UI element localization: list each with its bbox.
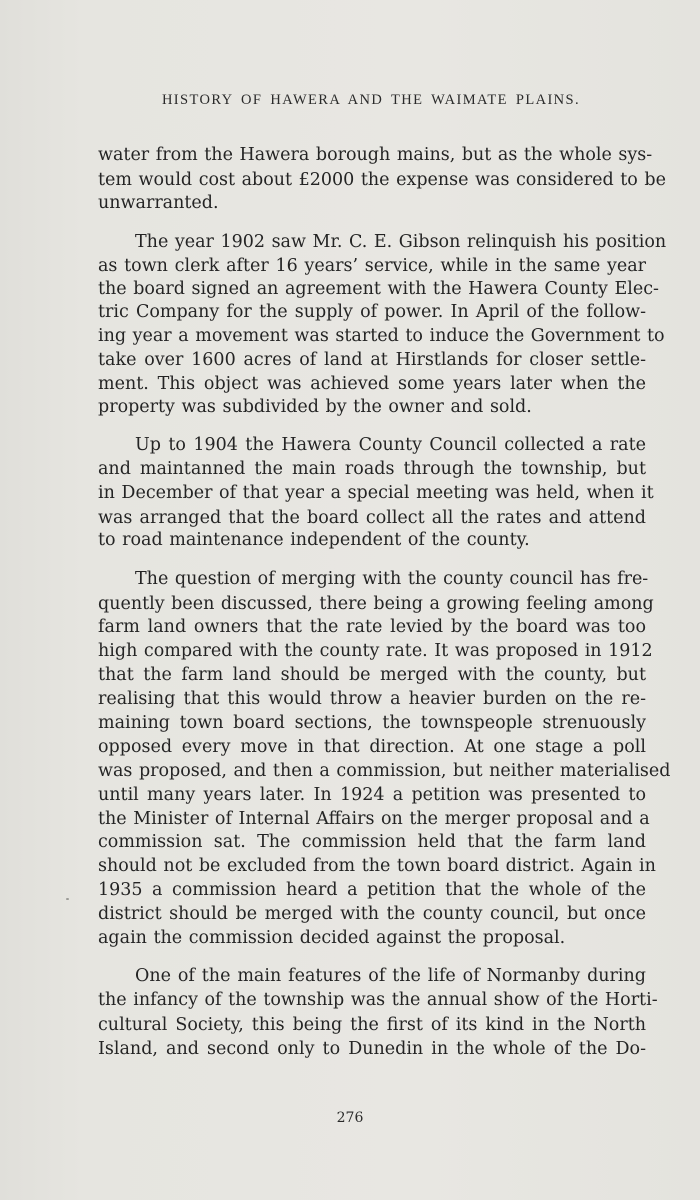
text-line: tric Company for the supply of power. In April of the follow- (98, 302, 646, 322)
running-head: HISTORY OF HAWERA AND THE WAIMATE PLAINS. (161, 92, 581, 108)
text-line: realising that this would throw a heavier burden on the re- (98, 689, 646, 709)
text-line: district should be merged with the county council, but once (98, 904, 646, 924)
text-line: One of the main features of the life of Normanby during (135, 966, 646, 986)
text-line: tem would cost about £2000 the expense was considered to be (98, 170, 666, 190)
text-line: The year 1902 saw Mr. C. E. Gibson relinquish his position (135, 232, 667, 252)
text-line: the Minister of Internal Affairs on the merger proposal and a (98, 809, 650, 829)
paper-speck (66, 898, 69, 900)
text-line: The question of merging with the county council has fre- (135, 569, 649, 589)
text-line: take over 1600 acres of land at Hirstlands for closer settle- (98, 350, 646, 370)
text-line: again the commission decided against the proposal. (98, 928, 566, 948)
text-line: water from the Hawera borough mains, but as the whole sys- (98, 145, 653, 165)
text-line: quently been discussed, there being a growing feeling among (98, 594, 654, 614)
text-line: was arranged that the board collect all the rates and attend (98, 508, 646, 528)
text-line: in December of that year a special meeting was held, when it (98, 483, 654, 503)
text-line: until many years later. In 1924 a petition was presented to (98, 785, 646, 805)
text-line: the board signed an agreement with the Hawera County Elec- (98, 279, 659, 299)
text-line: property was subdivided by the owner and sold. (98, 397, 532, 417)
text-line: cultural Society, this being the first of its kind in the North (98, 1015, 646, 1035)
text-line: high compared with the county rate. It was proposed in 1912 (98, 641, 653, 661)
text-line: maining town board sections, the townspeople strenuously (98, 713, 646, 733)
text-line: to road maintenance independent of the county. (98, 530, 530, 550)
text-line: as town clerk after 16 years’ service, while in the same year (98, 256, 646, 276)
text-line: unwarranted. (98, 193, 219, 213)
text-line: ment. This object was achieved some years later when the (98, 374, 646, 394)
text-line: 1935 a commission heard a petition that the whole of the (98, 880, 646, 900)
text-line: farm land owners that the rate levied by the board was too (98, 617, 646, 637)
page-number: 276 (336, 1110, 364, 1126)
text-line: Island, and second only to Dunedin in the whole of the Do- (98, 1039, 646, 1059)
text-line: commission sat. The commission held that the farm land (98, 832, 646, 852)
text-line: Up to 1904 the Hawera County Council collected a rate (135, 435, 646, 455)
text-line: ing year a movement was started to induce the Government to (98, 326, 665, 346)
text-line: opposed every move in that direction. At one stage a poll (98, 737, 646, 757)
text-line: and maintanned the main roads through the township, but (98, 459, 646, 479)
text-line: that the farm land should be merged with the county, but (98, 665, 646, 685)
text-line: the infancy of the township was the annual show of the Horti- (98, 990, 658, 1010)
text-line: should not be excluded from the town board district. Again in (98, 856, 656, 876)
text-line: was proposed, and then a commission, but neither materialised (98, 761, 671, 781)
